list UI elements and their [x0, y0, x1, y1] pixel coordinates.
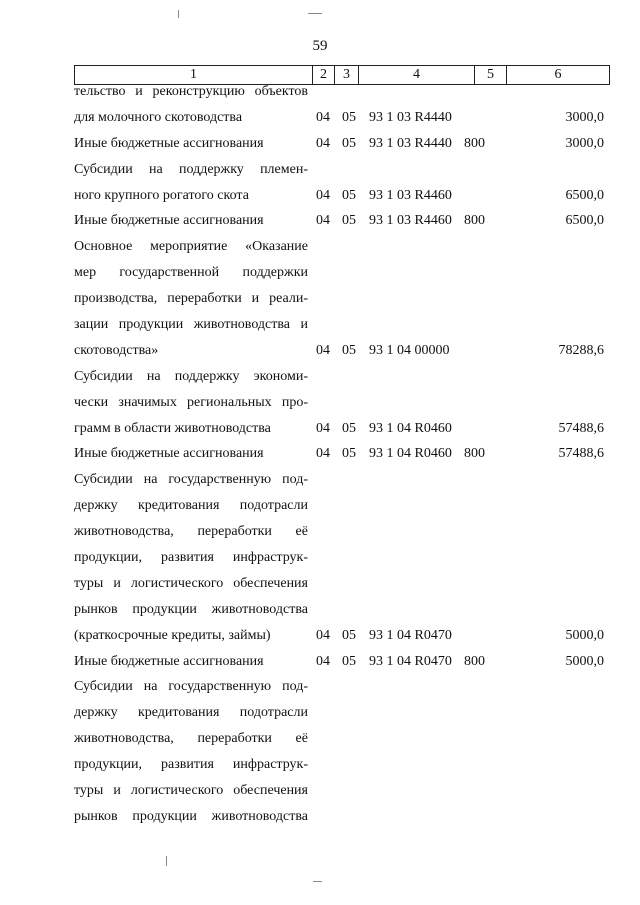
- row-description: животноводства, переработки её: [74, 731, 308, 747]
- row-description: держку кредитования подотрасли: [74, 498, 308, 514]
- scan-mark: [166, 856, 167, 866]
- target-article-code: 93 1 03 R4460: [369, 187, 452, 203]
- amount-value: 5000,0: [565, 653, 604, 669]
- table-line: [74, 804, 610, 830]
- table-line: [74, 157, 610, 183]
- row-description: туры и логистического обеспечения: [74, 575, 308, 591]
- table-line: [74, 286, 610, 312]
- row-description: туры и логистического обеспечения: [74, 783, 308, 799]
- section-code: 04: [316, 187, 330, 203]
- row-description: животноводства, переработки её: [74, 524, 308, 540]
- table-line: [74, 467, 610, 493]
- table-line: [74, 571, 610, 597]
- table-line: [74, 674, 610, 700]
- table-line: [74, 183, 610, 209]
- table-line: [74, 390, 610, 416]
- section-code: 04: [316, 420, 330, 436]
- column-header-3: 3: [335, 66, 359, 84]
- table-line: [74, 312, 610, 338]
- table-line: [74, 79, 610, 105]
- expense-type-code: 800: [464, 653, 485, 669]
- table-line: [74, 338, 610, 364]
- row-description: продукции, развития инфраструк-: [74, 757, 308, 773]
- table-line: [74, 441, 610, 467]
- scan-mark: [313, 881, 322, 882]
- subsection-code: 05: [342, 420, 356, 436]
- amount-value: 57488,6: [558, 420, 604, 436]
- row-description: зации продукции животноводства и: [74, 317, 308, 333]
- target-article-code: 93 1 03 R4440: [369, 109, 452, 125]
- expense-type-code: 800: [464, 213, 485, 229]
- scan-mark: [308, 13, 322, 14]
- subsection-code: 05: [342, 213, 356, 229]
- table-line: [74, 545, 610, 571]
- table-line: [74, 364, 610, 390]
- column-header-6: 6: [554, 67, 562, 82]
- target-article-code: 93 1 04 R0470: [369, 627, 452, 643]
- section-code: 04: [316, 135, 330, 151]
- section-code: 04: [316, 213, 330, 229]
- expense-type-code: 800: [464, 446, 485, 462]
- row-description: Иные бюджетные ассигнования: [74, 653, 264, 669]
- column-header-1: 1: [75, 66, 313, 84]
- row-description: Субсидии на государственную под-: [74, 679, 308, 695]
- scan-mark: [178, 10, 179, 18]
- row-description: тельство и реконструкцию объектов: [74, 84, 308, 99]
- column-header-5: 5: [475, 66, 507, 84]
- amount-value: 5000,0: [565, 627, 604, 643]
- row-description: продукции, развития инфраструк-: [74, 550, 308, 566]
- page-number: 59: [312, 38, 328, 54]
- amount-value: 3000,0: [565, 109, 604, 125]
- section-code: 04: [316, 342, 330, 358]
- table-line: [74, 208, 610, 234]
- table-line: [74, 493, 610, 519]
- row-description: для молочного скотоводства: [74, 109, 243, 125]
- section-code: 04: [316, 109, 330, 125]
- table-line: [74, 726, 610, 752]
- row-description: Иные бюджетные ассигнования: [74, 135, 264, 151]
- table-line: [74, 778, 610, 804]
- column-header-4: 4: [359, 66, 475, 84]
- row-description: держку кредитования подотрасли: [74, 705, 308, 721]
- subsection-code: 05: [342, 342, 356, 358]
- row-description: Субсидии на поддержку племен-: [74, 161, 308, 177]
- table-line: [74, 131, 610, 157]
- table-line: [74, 623, 610, 649]
- target-article-code: 93 1 04 R0460: [369, 420, 452, 436]
- target-article-code: 93 1 04 R0460: [369, 446, 452, 462]
- subsection-code: 05: [342, 653, 356, 669]
- target-article-code: 93 1 03 R4460: [369, 213, 452, 229]
- target-article-code: 93 1 04 R0470: [369, 653, 452, 669]
- row-description: Иные бюджетные ассигнования: [74, 213, 264, 229]
- row-description: скотоводства»: [74, 342, 159, 358]
- row-description: чески значимых региональных про-: [74, 394, 308, 410]
- row-description: Субсидии на государственную под-: [74, 472, 308, 488]
- amount-value: 57488,6: [558, 446, 604, 462]
- subsection-code: 05: [342, 187, 356, 203]
- table-line: [74, 649, 610, 675]
- row-description: Основное мероприятие «Оказание: [74, 239, 308, 255]
- amount-value: 6500,0: [565, 187, 604, 203]
- section-code: 04: [316, 446, 330, 462]
- target-article-code: 93 1 04 00000: [369, 342, 450, 358]
- amount-value: 6500,0: [565, 213, 604, 229]
- amount-value: 3000,0: [565, 135, 604, 151]
- table-line: [74, 752, 610, 778]
- row-description: Субсидии на поддержку экономи-: [74, 368, 308, 384]
- table-line: [74, 519, 610, 545]
- budget-table-body: [74, 79, 610, 830]
- row-description: грамм в области животноводства: [74, 420, 271, 436]
- subsection-code: 05: [342, 135, 356, 151]
- table-line: [74, 105, 610, 131]
- table-line: [74, 700, 610, 726]
- table-line: [74, 416, 610, 442]
- table-line: [74, 597, 610, 623]
- table-line: [74, 260, 610, 286]
- row-description: производства, переработки и реали-: [74, 291, 308, 307]
- amount-value: 78288,6: [558, 342, 604, 358]
- table-line: [74, 234, 610, 260]
- subsection-code: 05: [342, 109, 356, 125]
- target-article-code: 93 1 03 R4440: [369, 135, 452, 151]
- row-description: ного крупного рогатого скота: [74, 187, 249, 203]
- row-description: мер государственной поддержки: [74, 265, 308, 281]
- section-code: 04: [316, 627, 330, 643]
- row-description: Иные бюджетные ассигнования: [74, 446, 264, 462]
- section-code: 04: [316, 653, 330, 669]
- row-description: рынков продукции животноводства: [74, 808, 308, 824]
- row-description: (краткосрочные кредиты, займы): [74, 627, 271, 643]
- subsection-code: 05: [342, 446, 356, 462]
- row-description: рынков продукции животноводства: [74, 601, 308, 617]
- column-header-2: 2: [313, 66, 335, 84]
- subsection-code: 05: [342, 627, 356, 643]
- expense-type-code: 800: [464, 135, 485, 151]
